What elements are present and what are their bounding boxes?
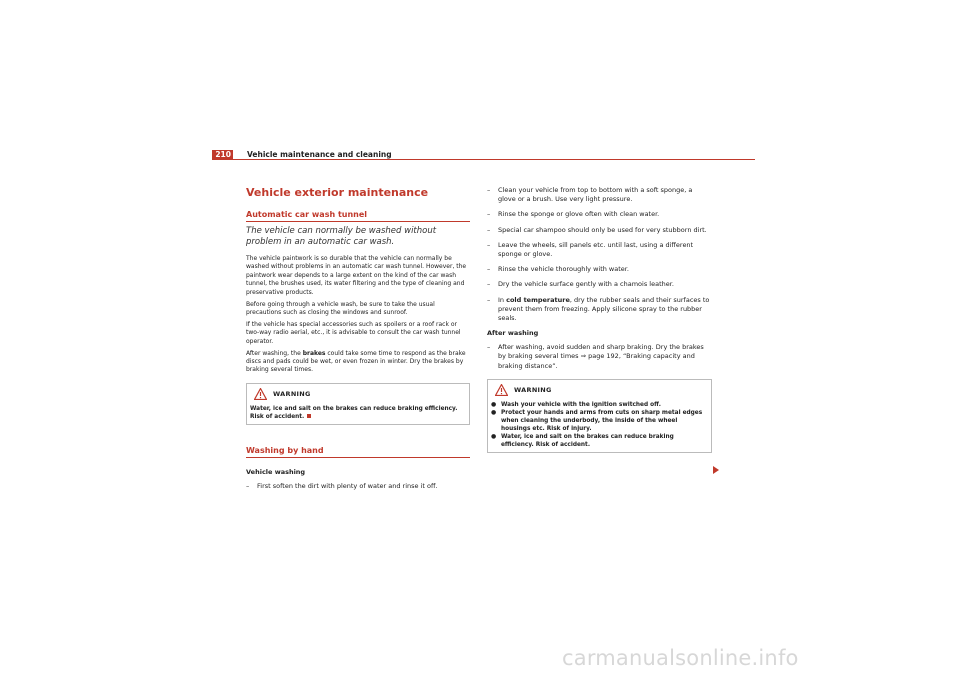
step-item [487, 241, 712, 259]
next-page-arrow-icon [713, 466, 719, 474]
page-number: 210 [212, 150, 233, 160]
after-washing-subhead: After washing [487, 329, 539, 338]
step-text: After washing, avoid sudden and sharp braking. Dry the brakes by braking several times ⇒ page 192, “Braking capacity and braking distance”. [498, 343, 704, 370]
car-wash-paragraph: If the vehicle has special accessories such as spoilers or a roof rack or two-way radio aerial, etc., it is advisable to consult the car wash tunnel operator. [246, 320, 461, 345]
car-wash-paragraph [246, 350, 470, 375]
step-text: Dry the vehicle surface gently with a chamois leather. [498, 280, 674, 289]
step-item [487, 265, 712, 274]
dash-glyph: – [487, 186, 491, 194]
washing-by-hand-heading: Washing by hand [246, 445, 470, 458]
running-header: Vehicle maintenance and cleaning [247, 150, 392, 159]
warning-text [250, 405, 466, 421]
dash-glyph: – [487, 210, 491, 219]
header-rule [212, 159, 755, 160]
step-text: Clean your vehicle from top to bottom with a soft sponge, a glove or a brush. Use very light pressure. [498, 186, 693, 204]
section-title: Vehicle exterior maintenance [246, 186, 429, 199]
step-text: Rinse the vehicle thoroughly with water. [498, 265, 629, 274]
warning-label: WARNING [273, 389, 311, 398]
step-item [487, 296, 712, 324]
text-run: In [498, 295, 507, 304]
step-item [487, 186, 712, 204]
step-text: Leave the wheels, sill panels etc. until last, using a different sponge or glove. [498, 240, 694, 259]
warning-bullet [491, 409, 708, 433]
bold-term: cold temperature [506, 295, 570, 304]
text-run: After washing, the [246, 349, 303, 357]
bold-term: brakes [302, 349, 326, 357]
step-text: Special car shampoo should only be used for very stubborn dirt. [498, 225, 707, 234]
car-wash-paragraph: The vehicle paintwork is so durable that the vehicle can normally be washed without problems in an automatic car wash tunnel. However, the paintwork wear depends to a large extent on the kind of the car wash tunnel, the brushes used, its water filtering and the type of cleaning and preservative products. [246, 255, 467, 296]
warning-bullet [491, 433, 708, 449]
warning-header [495, 382, 708, 398]
text-run: Water, ice and salt on the brakes can reduce braking efficiency. Risk of accident. [250, 405, 458, 420]
warning-box [246, 383, 470, 425]
dash-glyph: – [246, 481, 250, 490]
bullet-glyph: ● [491, 408, 497, 416]
step-item [487, 280, 712, 289]
step-item [487, 226, 712, 235]
dash-glyph: – [487, 225, 491, 234]
car-wash-heading: Automatic car wash tunnel [246, 209, 470, 222]
warning-header [254, 386, 466, 402]
warning-box [487, 379, 712, 453]
car-wash-paragraph: Before going through a vehicle wash, be sure to take the usual precautions such as closing the windows and sunroof. [246, 300, 435, 316]
dash-glyph: – [487, 240, 491, 249]
bullet-glyph: ● [491, 400, 497, 408]
bullet-glyph: ● [491, 432, 497, 440]
warning-bullet-text: Wash your vehicle with the ignition switched off. [501, 401, 662, 408]
step-item [487, 210, 712, 219]
text-run: could take some time to respond as the brake discs and pads could be wet, or even frozen in winter. Dry the brakes by braking several times. [246, 349, 466, 374]
watermark: carmanualsonline.info [562, 646, 799, 670]
text-run: , dry the rubber seals and their surfaces to prevent them from freezing. Apply silicone spray to the rubber seals. [498, 295, 710, 323]
warning-bullet [491, 401, 708, 409]
step-item [487, 343, 712, 371]
warning-bullet-text: Protect your hands and arms from cuts on sharp metal edges when cleaning the underbody, the inside of the wheel housings etc. Risk of injury. [501, 409, 703, 432]
left-column [246, 186, 470, 497]
warning-triangle-icon [254, 388, 267, 400]
dash-glyph: – [487, 295, 491, 304]
dash-glyph: – [487, 280, 491, 289]
dash-glyph: – [487, 343, 491, 352]
step-text: Rinse the sponge or glove often with clean water. [498, 210, 660, 219]
car-wash-lead: The vehicle can normally be washed without problem in an automatic car wash. [246, 226, 437, 247]
warning-bullet-text: Water, ice and salt on the brakes can reduce braking efficiency. Risk of accident. [501, 433, 674, 448]
step-item [246, 482, 470, 491]
vehicle-washing-subhead: Vehicle washing [246, 467, 306, 476]
step-text: First soften the dirt with plenty of water and rinse it off. [257, 481, 438, 490]
right-column [487, 186, 712, 453]
warning-triangle-icon [495, 384, 508, 396]
dash-glyph: – [487, 265, 491, 274]
end-marker [307, 414, 311, 418]
warning-label: WARNING [514, 385, 552, 394]
